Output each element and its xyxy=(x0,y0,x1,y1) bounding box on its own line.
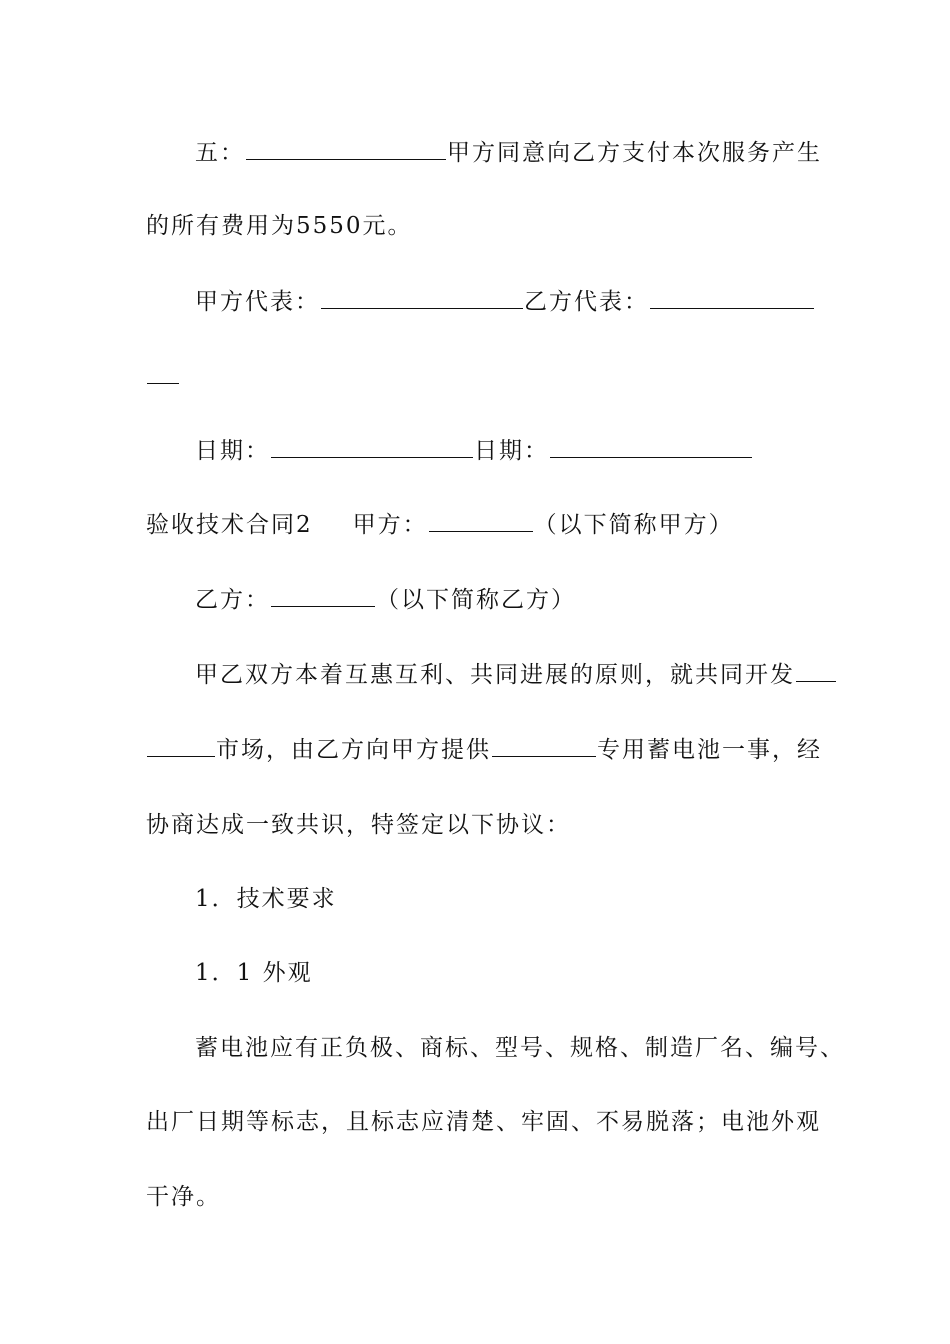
party-b-rep-blank-cont xyxy=(147,363,179,384)
party-b-rep-blank xyxy=(650,288,814,309)
section-1-title: 1．技术要求 xyxy=(195,886,337,912)
clause-five-text: 甲方同意向乙方支付本次服务产生 xyxy=(447,140,822,166)
market-blank-cont xyxy=(147,736,215,757)
blank-line xyxy=(246,139,446,160)
party-b-blank xyxy=(271,586,375,607)
date-b-blank xyxy=(550,437,752,458)
date-line xyxy=(195,436,753,466)
intro-line-3 xyxy=(146,810,571,840)
date-a-blank xyxy=(271,437,473,458)
intro-line-2 xyxy=(146,735,822,765)
section-1-heading xyxy=(195,884,337,914)
party-a-note: （以下简称甲方） xyxy=(533,512,734,538)
product-blank xyxy=(492,736,596,757)
clause-five-text-2: 的所有费用为5550元。 xyxy=(146,213,413,239)
appearance-line-2 xyxy=(146,1107,821,1137)
party-b-note: （以下简称乙方） xyxy=(376,587,576,613)
party-a-rep-blank xyxy=(321,288,523,309)
representatives-line-wrap xyxy=(146,362,180,392)
contract-title: 验收技术合同2 xyxy=(146,512,313,538)
market-blank xyxy=(796,661,836,682)
section-1-1-heading xyxy=(195,958,313,988)
party-a-blank xyxy=(429,511,533,532)
intro-line-1 xyxy=(195,660,837,690)
intro-text-1: 甲乙双方本着互惠互利、共同进展的原则，就共同开发 xyxy=(195,662,795,688)
appearance-text-2: 出厂日期等标志，且标志应清楚、牢固、不易脱落；电池外观 xyxy=(146,1109,821,1135)
appearance-line-1 xyxy=(195,1033,845,1063)
clause-five-label: 五： xyxy=(195,140,245,166)
representatives-line xyxy=(195,287,815,317)
intro-text-2a: 市场，由乙方向甲方提供 xyxy=(216,737,491,763)
party-b-line xyxy=(195,585,576,615)
date-b-label: 日期： xyxy=(474,438,549,464)
appearance-text-1: 蓄电池应有正负极、商标、型号、规格、制造厂名、编号、 xyxy=(195,1035,845,1061)
clause-five-line-2 xyxy=(146,211,413,241)
contract-title-line xyxy=(146,510,734,540)
date-a-label: 日期： xyxy=(195,438,270,464)
intro-text-2b: 专用蓄电池一事，经 xyxy=(597,737,822,763)
appearance-line-3 xyxy=(146,1182,221,1212)
section-1-1-title: 1．1 外观 xyxy=(195,960,313,986)
party-b-label: 乙方： xyxy=(195,587,270,613)
party-a-rep-label: 甲方代表： xyxy=(195,289,320,315)
party-a-label: 甲方： xyxy=(352,512,428,538)
party-b-rep-label: 乙方代表： xyxy=(524,289,649,315)
clause-five-line-1 xyxy=(195,138,822,168)
appearance-text-3: 干净。 xyxy=(146,1184,221,1210)
intro-text-3: 协商达成一致共识，特签定以下协议： xyxy=(146,812,571,838)
